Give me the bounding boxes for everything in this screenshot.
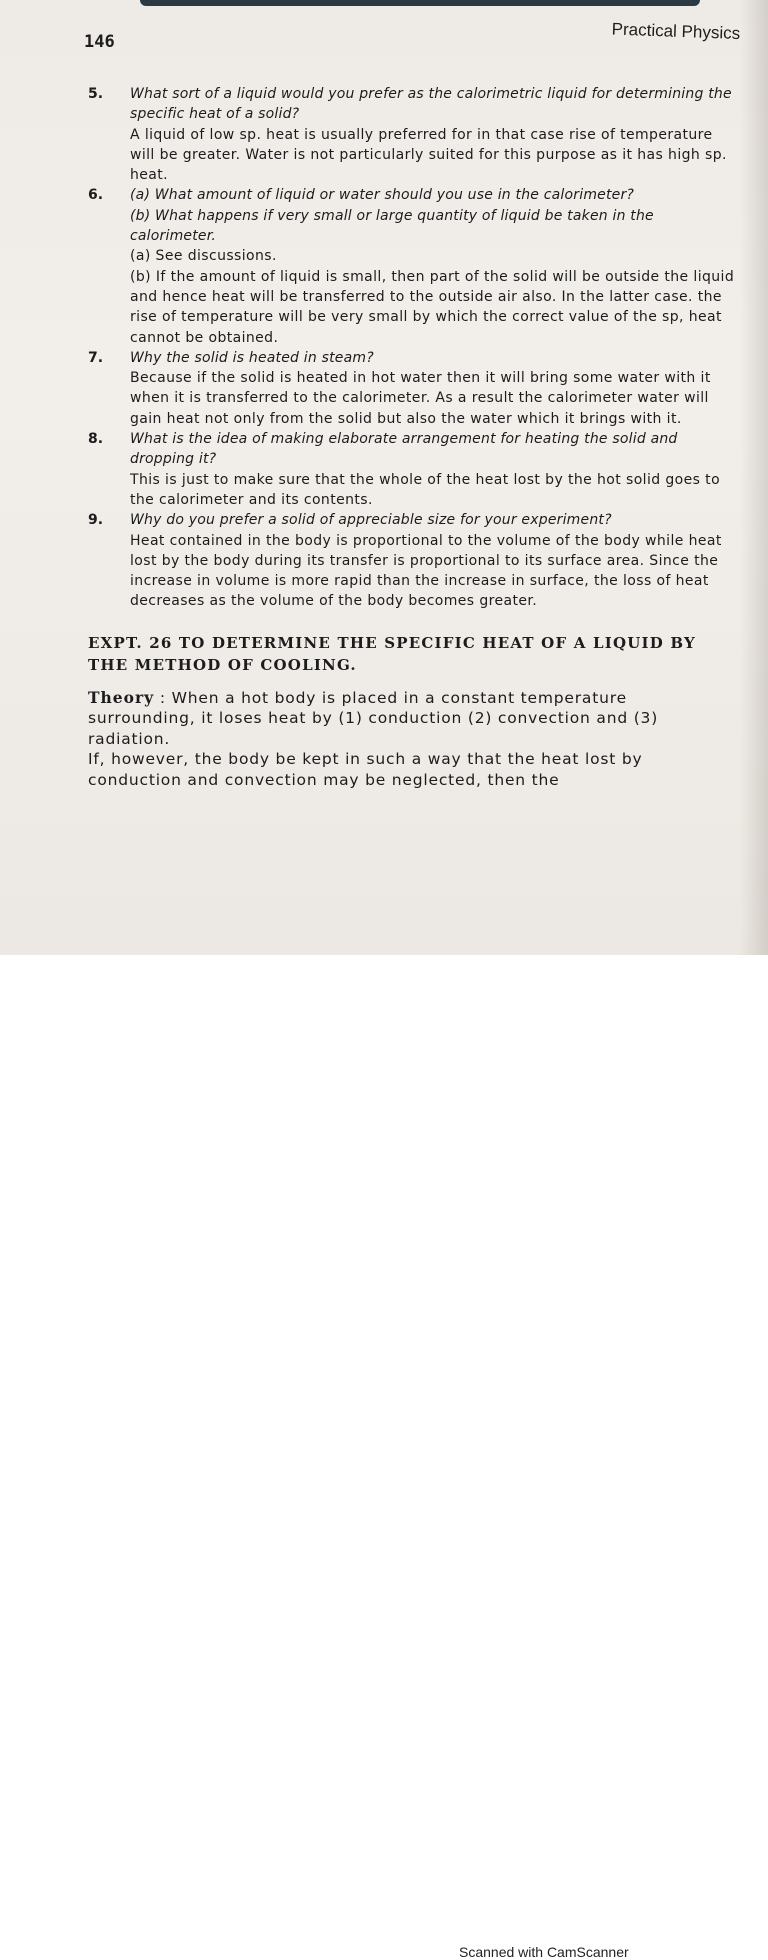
theory-paragraph — [88, 688, 738, 750]
question-item-9 — [88, 510, 738, 611]
question-number: 6. — [88, 187, 104, 204]
answer-text: (a) See discussions. — [130, 248, 277, 265]
question-text: (a) What amount of liquid or water should you use in the calorimeter? — [130, 187, 635, 204]
answer-text: Heat contained in the body is proportional to the volume of the body while heat lost by the body during its transfer is proportional to its surface area. Since the increase in volume is more rapid than the increase in surface, the loss of heat decreases as the volume of the body becomes greater. — [130, 532, 722, 610]
answer-text: A liquid of low sp. heat is usually preferred for in that case rise of temperature will be greater. Water is not particularly suited for this purpose as it has high sp. heat. — [130, 126, 727, 184]
question-text-b: (b) What happens if very small or large quantity of liquid be taken in the calorimeter. — [130, 207, 654, 245]
scan-footer — [0, 955, 768, 1960]
question-item-7 — [88, 348, 738, 429]
theory-text-2: If, however, the body be kept in such a way that the heat lost by conduction and convection may be neglected, then the — [88, 750, 643, 789]
theory-separator: : — [154, 688, 172, 707]
experiment-title: EXPT. 26 TO DETERMINE THE SPECIFIC HEAT OF A LIQUID BY THE METHOD OF COOLING. — [88, 633, 696, 674]
scanned-page — [0, 0, 768, 955]
question-item-6 — [88, 185, 738, 347]
page-number: 146 — [84, 32, 115, 52]
page-body — [88, 84, 738, 790]
question-number: 5. — [88, 86, 104, 102]
scan-edge-shadow — [140, 0, 700, 6]
question-number: 7. — [88, 349, 104, 366]
page-curl-shadow — [740, 0, 768, 955]
question-item-8 — [88, 429, 738, 510]
question-text: What is the idea of making elaborate arrangement for heating the solid and dropping it? — [130, 431, 678, 468]
answer-text-b: (b) If the amount of liquid is small, then part of the solid will be outside the liquid and hence heat will be transferred to the outside air also. In the latter case. the rise of temperature will be very small by which the correct value of the sp, heat cannot be obtained. — [130, 268, 735, 346]
question-item-5 — [88, 84, 738, 185]
question-number: 9. — [88, 512, 104, 529]
question-text: What sort of a liquid would you prefer as the calorimetric liquid for determining the specific heat of a solid? — [130, 86, 732, 123]
running-head: Practical Physics — [610, 19, 740, 43]
camscanner-watermark: Scanned with CamScanner — [459, 1944, 629, 1960]
theory-label: Theory — [88, 687, 155, 707]
answer-text: This is just to make sure that the whole of the heat lost by the hot solid goes to the calorimeter and its contents. — [130, 471, 721, 508]
theory-paragraph-2 — [88, 749, 738, 790]
answer-text: Because if the solid is heated in hot water then it will bring some water with it when it is transferred to the calorimeter. As a result the calorimeter water will gain heat not only from the solid but also the water which it brings with it. — [130, 370, 711, 427]
question-number: 8. — [88, 431, 104, 448]
question-text: Why do you prefer a solid of appreciable size for your experiment? — [130, 512, 612, 529]
question-text: Why the solid is heated in steam? — [130, 349, 374, 366]
theory-text-1: When a hot body is placed in a constant temperature surrounding, it loses heat by (1) conduction (2) convection and (3) radiation. — [88, 688, 659, 748]
